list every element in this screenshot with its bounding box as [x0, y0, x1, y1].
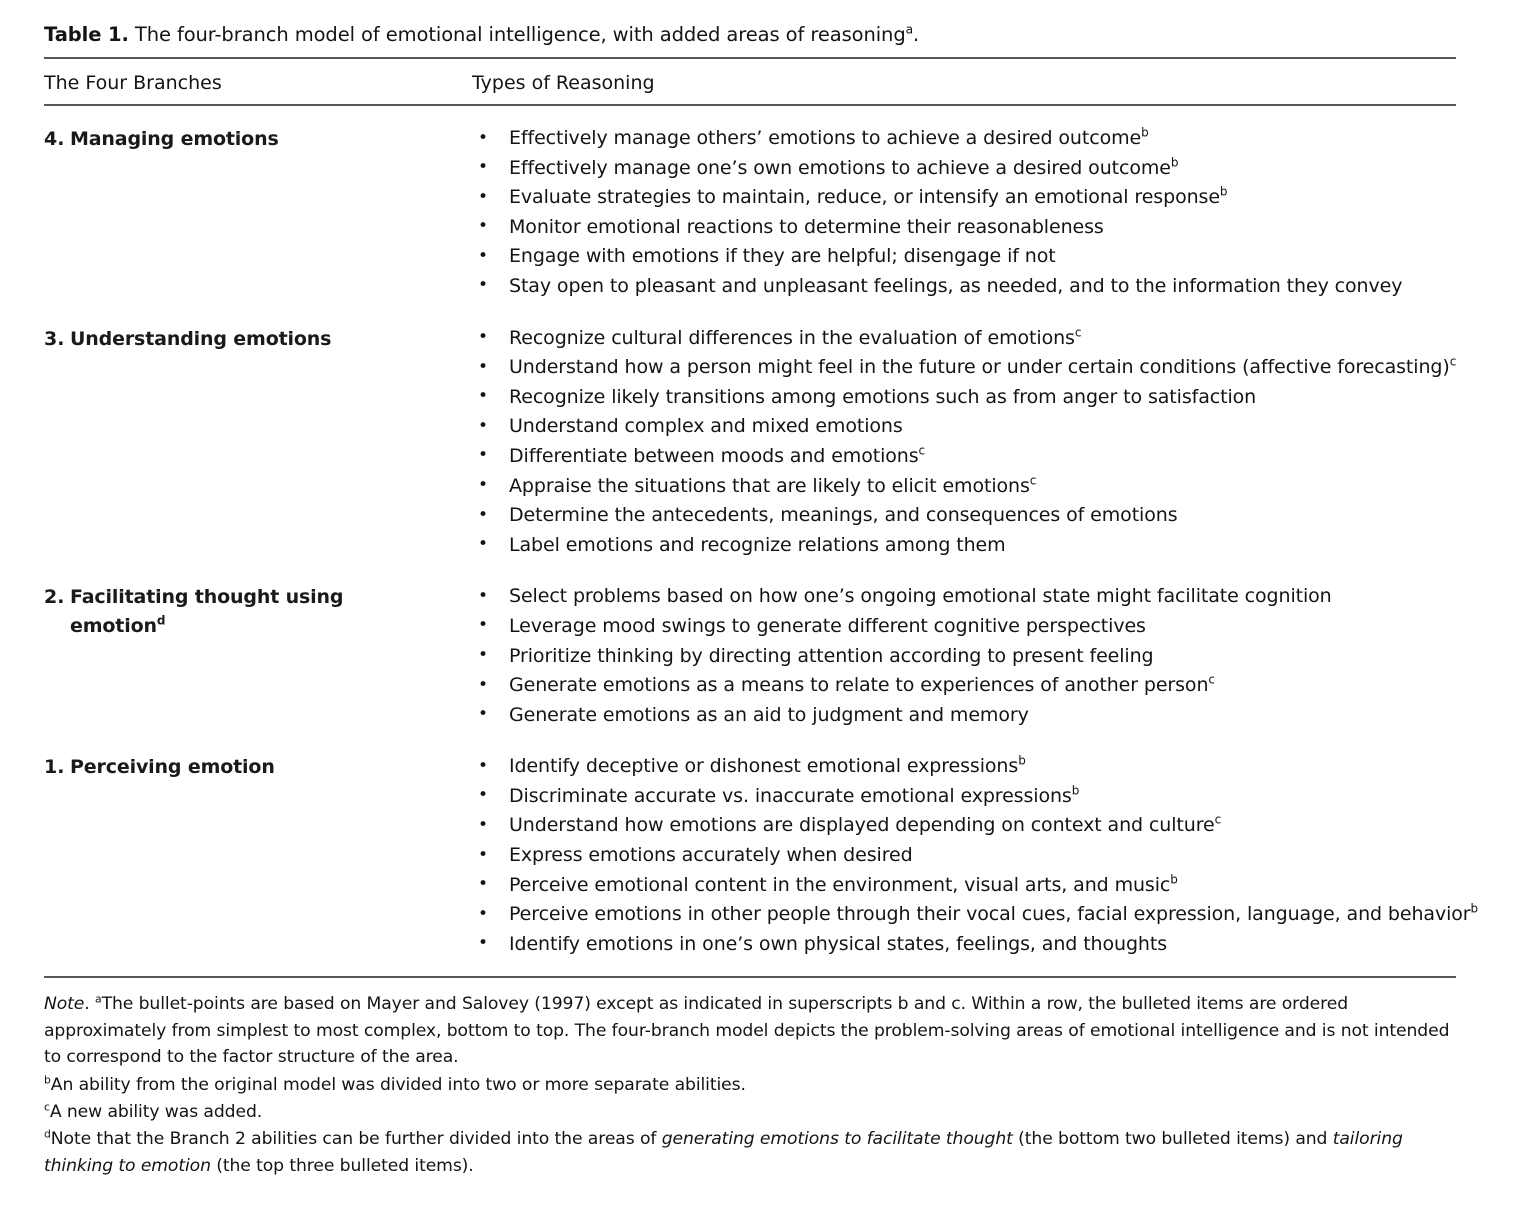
reasoning-item: [472, 154, 1456, 184]
reasoning-item: [472, 582, 1456, 612]
branch-label: [70, 125, 279, 154]
reasoning-item-text: Generate emotions as an aid to judgment and memory: [509, 703, 1029, 726]
reasoning-list: [472, 124, 1456, 302]
reasoning-item: [472, 841, 1478, 871]
note-a-superscript: a: [95, 992, 102, 1006]
reasoning-item: [472, 272, 1456, 302]
note-d-italic-1: generating emotions to facilitate thought: [661, 1129, 1013, 1150]
reasoning-item-superscript: c: [918, 443, 925, 458]
reasoning-item-text: Understand how a person might feel in the future or under certain conditions (affective forecasting): [509, 356, 1450, 379]
table-row: [44, 124, 1456, 302]
branch-number: 2.: [44, 586, 65, 609]
reasoning-item: [472, 472, 1456, 502]
branch-label-superscript: d: [156, 613, 166, 628]
reasoning-item-text: Differentiate between moods and emotions: [509, 444, 919, 467]
branch-number: 3.: [44, 327, 65, 350]
note-d-text-3: (the top three bulleted items).: [210, 1155, 474, 1176]
reasoning-cell: [472, 582, 1456, 730]
reasoning-item: [472, 811, 1478, 841]
reasoning-item-text: Appraise the situations that are likely to elicit emotions: [509, 474, 1030, 497]
reasoning-item-text: Label emotions and recognize relations among them: [509, 533, 1006, 556]
reasoning-item-superscript: c: [1074, 325, 1082, 340]
reasoning-item-superscript: b: [1219, 184, 1228, 199]
reasoning-item: [472, 124, 1456, 154]
reasoning-item-text: Understand complex and mixed emotions: [509, 415, 903, 438]
table-caption-terminator: .: [913, 23, 920, 46]
note-a: [44, 991, 1456, 1070]
reasoning-item-superscript: b: [1141, 125, 1149, 140]
reasoning-item: [472, 183, 1456, 213]
branch-label-text: Understanding emotions: [70, 327, 332, 350]
reasoning-item: [472, 501, 1456, 531]
note-a-text: The bullet-points are based on Mayer and Salovey (1997) except as indicated in superscripts b and c. Within a row, the bulleted items are ordered approximately from simplest to most complex, bottom to top. The four-branch model depicts the problem-solving areas of emotional intelligence and is not intended to correspond to the factor structure of the area.: [44, 994, 1450, 1068]
reasoning-cell: [472, 752, 1478, 959]
reasoning-item-text: Express emotions accurately when desired: [509, 844, 913, 867]
note-b-superscript: b: [44, 1072, 51, 1086]
table-row: [44, 324, 1456, 561]
table-row: [44, 582, 1456, 730]
reasoning-item-text: Prioritize thinking by directing attention according to present feeling: [509, 644, 1154, 667]
reasoning-list: [472, 582, 1456, 730]
table-caption-superscript: a: [905, 22, 914, 37]
branch-label-text: Managing emotions: [70, 128, 279, 150]
note-d-superscript: d: [44, 1127, 51, 1141]
note-label: Note: [44, 994, 85, 1015]
table-body: [44, 106, 1479, 959]
branch-label: [70, 753, 275, 782]
reasoning-item-text: Stay open to pleasant and unpleasant feelings, as needed, and to the information they convey: [509, 274, 1403, 297]
reasoning-item: [472, 642, 1456, 672]
reasoning-item: [472, 412, 1456, 442]
reasoning-item-text: Engage with emotions if they are helpful; disengage if not: [509, 245, 1056, 268]
reasoning-item: [472, 612, 1456, 642]
reasoning-item-text: Discriminate accurate vs. inaccurate emotional expressions: [509, 784, 1072, 807]
reasoning-item-text: Generate emotions as a means to relate to experiences of another person: [509, 674, 1209, 697]
reasoning-item-superscript: c: [1449, 354, 1457, 369]
reasoning-item-text: Perceive emotional content in the environment, visual arts, and music: [509, 873, 1171, 896]
branch-label-text: Perceiving emotion: [70, 756, 275, 779]
branch-cell: [44, 582, 472, 641]
reasoning-item: [472, 242, 1456, 272]
column-header-reasoning: Types of Reasoning: [472, 72, 655, 94]
branch-cell: [44, 324, 472, 354]
reasoning-item-text: Monitor emotional reactions to determine their reasonableness: [509, 215, 1104, 238]
branch-label: [70, 583, 343, 641]
branch-label: [70, 325, 331, 354]
reasoning-item-text: Select problems based on how one’s ongoing emotional state might facilitate cognition: [509, 585, 1332, 608]
reasoning-item-text: Perceive emotions in other people through their vocal cues, facial expression, language, and behavior: [509, 903, 1471, 926]
note-b-text: An ability from the original model was divided into two or more separate abilities.: [50, 1074, 746, 1095]
reasoning-cell: [472, 124, 1456, 302]
reasoning-item: [472, 871, 1478, 901]
reasoning-item-superscript: b: [1018, 753, 1026, 768]
branch-number: 1.: [44, 756, 65, 779]
reasoning-item-text: Recognize likely transitions among emotions such as from anger to satisfaction: [509, 385, 1257, 408]
reasoning-item-text: Effectively manage one’s own emotions to achieve a desired outcome: [509, 156, 1171, 179]
reasoning-item-superscript: b: [1170, 872, 1178, 887]
table-caption-text: The four-branch model of emotional intelligence, with added areas of reasoning: [134, 23, 906, 46]
reasoning-item: [472, 531, 1456, 561]
reasoning-item-text: Identify deceptive or dishonest emotional expressions: [509, 755, 1019, 778]
reasoning-cell: [472, 324, 1456, 561]
table-caption-label: Table 1.: [44, 23, 129, 46]
reasoning-item-text: Recognize cultural differences in the evaluation of emotions: [509, 326, 1075, 349]
reasoning-item: [472, 324, 1456, 354]
branch-number: 4.: [44, 128, 65, 150]
reasoning-item: [472, 782, 1478, 812]
note-label-punct: .: [84, 994, 90, 1015]
column-header-branches: The Four Branches: [44, 72, 222, 94]
table-row: [44, 752, 1479, 959]
note-d-text-2: (the bottom two bulleted items) and: [1012, 1129, 1333, 1150]
note-c-superscript: c: [44, 1100, 50, 1114]
reasoning-item-superscript: b: [1071, 783, 1080, 798]
reasoning-item: [472, 930, 1478, 960]
reasoning-list: [472, 324, 1456, 561]
reasoning-item-text: Identify emotions in one’s own physical states, feelings, and thoughts: [509, 932, 1168, 955]
branch-cell: [44, 752, 472, 782]
note-d-italic-2: tailoring thinking to emotion: [44, 1129, 1403, 1176]
reasoning-item-superscript: c: [1214, 813, 1222, 828]
reasoning-item-text: Leverage mood swings to generate different cognitive perspectives: [509, 614, 1146, 637]
reasoning-item: [472, 213, 1456, 243]
table-header-row: [44, 59, 1456, 104]
reasoning-item-superscript: b: [1470, 901, 1479, 916]
note-d-text-1: Note that the Branch 2 abilities can be further divided into the areas of: [50, 1129, 662, 1150]
reasoning-item: [472, 353, 1456, 383]
reasoning-item: [472, 442, 1456, 472]
reasoning-item-text: Evaluate strategies to maintain, reduce, or intensify an emotional response: [509, 186, 1220, 209]
reasoning-item: [472, 671, 1456, 701]
note-d: [44, 1126, 1456, 1179]
note-b: [44, 1072, 1456, 1098]
note-c: [44, 1099, 1456, 1125]
branch-cell: [44, 124, 472, 154]
table-caption: [44, 22, 1456, 48]
reasoning-item-superscript: c: [1208, 672, 1215, 687]
reasoning-item: [472, 900, 1478, 930]
reasoning-item-text: Effectively manage others’ emotions to achieve a desired outcome: [509, 127, 1142, 149]
reasoning-item-text: Determine the antecedents, meanings, and consequences of emotions: [509, 504, 1178, 527]
reasoning-item: [472, 752, 1478, 782]
note-c-text: A new ability was added.: [49, 1102, 263, 1123]
reasoning-list: [472, 752, 1478, 959]
reasoning-item: [472, 383, 1456, 413]
table-notes: [44, 978, 1456, 1179]
branch-label-text: Facilitating thought using emotion: [70, 586, 344, 638]
reasoning-item-superscript: b: [1170, 155, 1179, 170]
reasoning-item: [472, 701, 1456, 731]
reasoning-item-text: Understand how emotions are displayed depending on context and culture: [509, 814, 1215, 837]
reasoning-item-superscript: c: [1029, 473, 1037, 488]
